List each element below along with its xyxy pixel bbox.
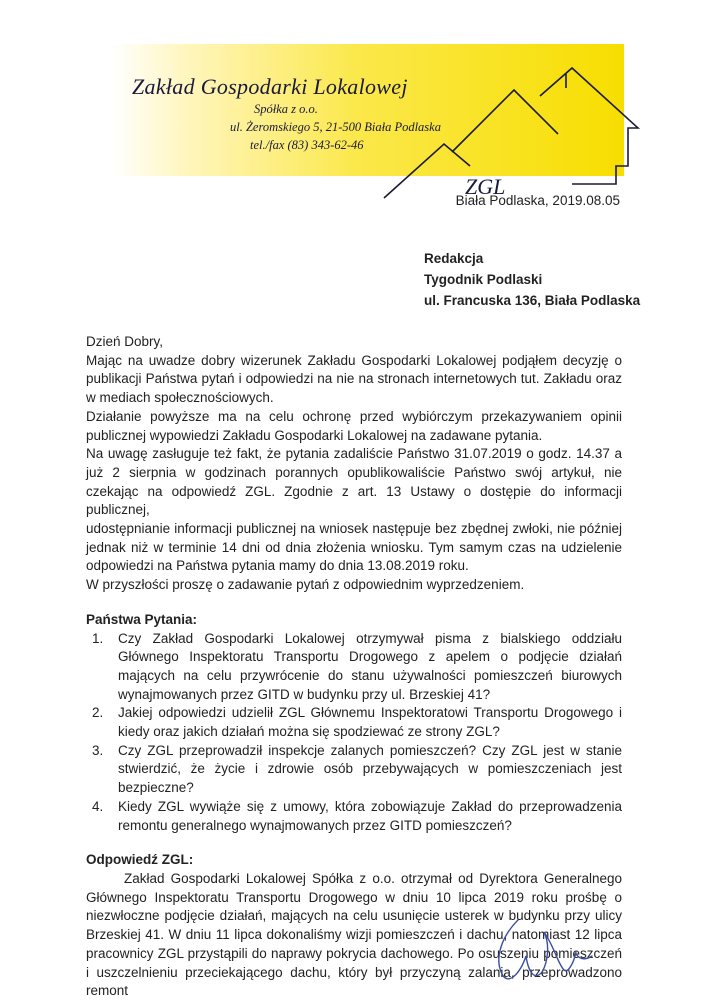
question-number: 4. [92,798,104,814]
question-item [86,742,622,798]
recipient-block [424,248,640,311]
recipient-line: Tygodnik Podlaski [424,272,543,287]
house-logo-icon [382,66,642,206]
paragraph: Mając na uwadze dobry wizerunek Zakładu Gospodarki Lokalowej podjąłem decyzję o publikacji Państwa pytań i odpowiedzi na nie na stronach internetowych tut. Zakładu oraz w mediach społecznościowych. [86,352,622,406]
paragraph: W przyszłości proszę o zadawanie pytań z odpowiednim wyprzedzeniem. [86,577,525,593]
questions-list [86,630,622,836]
paragraph: Na uwagę zasługuje też fakt, że pytania zadaliście Państwo 31.07.2019 o godz. 14.37 a już 2 sierpnia w godzinach porannych opublikowaliście Państwo swój artykuł, nie czekając na odpowiedź ZGL. Zgodnie z art. 13 Ustawy o dostępie do informacji publicznej, [86,446,622,518]
question-text: Czy Zakład Gospodarki Lokalowej otrzymywał pisma z bialskiego oddziału Głównego Inspektoratu Transportu Drogowego z apelem o podjęcie działań mających na celu przywrócenie do stanu używalności pomieszczeń biurowych wynajmowanych przez GITD w budynku przy ul. Brzeskiej 41? [118,630,622,702]
question-text: Czy ZGL przeprowadził inspekcje zalanych pomieszczeń? Czy ZGL jest w stanie stwierdzić, że życie i zdrowie osób przebywających w pomieszczeniach jest bezpieczne? [118,742,622,796]
date-line: Biała Podlaska, 2019.08.05 [455,193,620,208]
question-text: Jakiej odpowiedzi udzielił ZGL Głównemu Inspektoratowi Transportu Drogowego i kiedy oraz jakich działań można się spodziewać ze strony ZGL? [118,705,622,740]
company-subtitle: Spółka z o.o. [254,102,318,116]
question-item [86,798,622,835]
question-item [86,704,622,741]
recipient-line: ul. Francuska 136, Biała Podlaska [424,293,641,308]
question-text: Kiedy ZGL wywiąże się z umowy, która zobowiązuje Zakład do przeprowadzenia remontu generalnego wynajmowanych przez GITD pomieszczeń? [118,798,622,833]
paragraph: Działanie powyższe ma na celu ochronę przed wybiórczym przekazywaniem opinii publicznej wypowiedzi Zakładu Gospodarki Lokalowej na zadawane pytania. [86,408,622,443]
company-name: Zakład Gospodarki Lokalowej [132,74,408,99]
question-number: 1. [92,630,104,646]
paragraph: udostępnianie informacji publicznej na wniosek następuje bez zbędnej zwłoki, nie później jednak niż w terminie 14 dni od dnia złożenia wniosku. Tym samym czas na udzielenie odpowiedzi na Państwa pytania mamy do dnia 13.08.2019 roku. [86,521,622,574]
question-item [86,630,622,705]
questions-title: Państwa Pytania: [86,611,198,627]
letterhead [112,44,624,199]
greeting: Dzień Dobry, [86,334,164,349]
signature-icon [488,912,598,992]
company-address: ul. Żeromskiego 5, 21-500 Biała Podlaska [230,120,441,134]
recipient-line: Redakcja [424,251,484,266]
logo-text: ZGL [465,174,506,199]
answer-title: Odpowiedź ZGL: [86,852,194,868]
letter-body [86,333,622,1001]
answer-text: Zakład Gospodarki Lokalowej Spółka z o.o. otrzymał od Dyrektora Generalnego Głównego Inspektoratu Transportu Drogowego w dniu 10 lipca 2019 roku prośbę o niezwłoczne podjęcie działań, mających na celu usunięcie usterek w budynku przy ulicy Brzeskiej 41. W dniu 11 lipca dokonaliśmy wizji pomieszczeń i dachu, natomiast 12 lipca pracownicy ZGL przystąpili do naprawy pokrycia dachowego. Po osuszeniu pomieszczeń i uszczelnieniu przeciekającego dachu, który był przyczyną zalania, przeprowadzono remont [86,870,622,999]
question-number: 2. [92,705,104,721]
question-number: 3. [92,742,104,758]
company-phone: tel./fax (83) 343-62-46 [250,138,364,152]
